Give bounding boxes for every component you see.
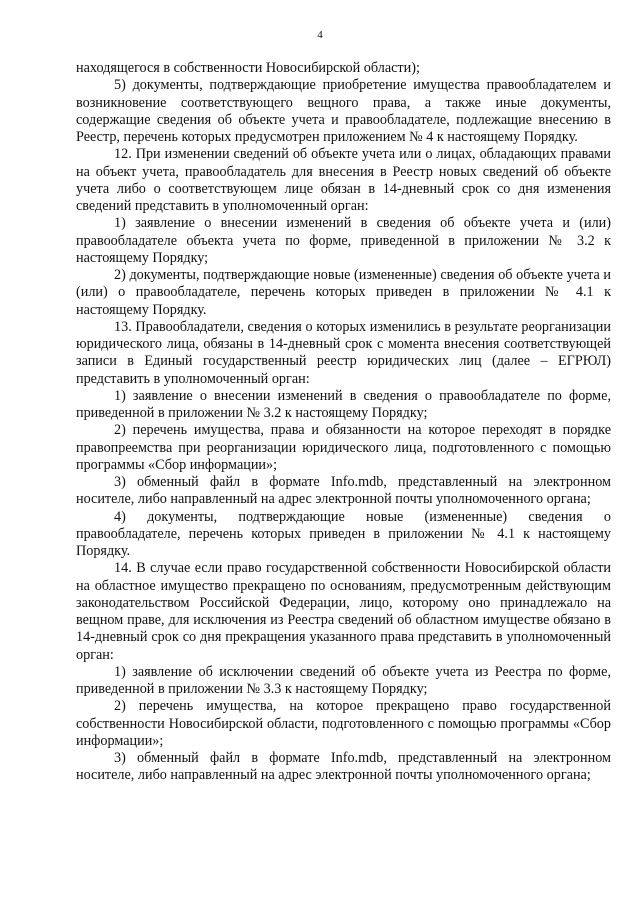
paragraph: 1) заявление о внесении изменений в сведения о правообладателе по форме, приведенной в приложении № 3.2 к настоящему Порядку; <box>76 387 611 421</box>
paragraph-continuation: находящегося в собственности Новосибирской области); <box>76 60 420 76</box>
paragraph: 14. В случае если право государственной собственности Новосибирской области на областное имущество прекращено по основаниям, предусмотренным действующим законодательством Российской Федерации, лицо, которому оно принадлежало на вещном праве, для исключения из Реестра сведений об областном имуществе обязано в 14-дневный срок со дня прекращения указанного права представить в уполномоченный орган: <box>76 560 611 663</box>
paragraph: 3) обменный файл в формате Info.mdb, представленный на электронном носителе, либо направленный на адрес электронной почты уполномоченного органа; <box>76 474 611 508</box>
paragraph: 5) документы, подтверждающие приобретение имущества правообладателем и возникновение соответствующего вещного права, а также иные документы, содержащие сведения об объекте учета и правообладателе, подлежащие внесению в Реестр, перечень которых предусмотрен приложением № 4 к настоящему Порядку. <box>76 77 611 145</box>
paragraph: 1) заявление о внесении изменений в сведения об объекте учета и (или) правообладателе объекта учета по форме, приведенной в приложении № 3.2 к настоящему Порядку; <box>76 215 611 266</box>
paragraph: 3) обменный файл в формате Info.mdb, представленный на электронном носителе, либо направленный на адрес электронной почты уполномоченного органа; <box>76 750 611 784</box>
document-body <box>76 60 611 785</box>
paragraph: 2) перечень имущества, на которое прекращено право государственной собственности Новосибирской области, подготовленного с помощью программы «Сбор информации»; <box>76 698 611 749</box>
paragraph: 4) документы, подтверждающие новые (измененные) сведения о правообладателе, перечень которых приведен в приложении № 4.1 к настоящему Порядку. <box>76 508 611 559</box>
paragraph: 12. При изменении сведений об объекте учета или о лицах, обладающих правами на объект учета, правообладатель для внесения в Реестр новых сведений об объекте учета либо о соответствующем лице обязан в 14-дневный срок со дня изменения сведений представить в уполномоченный орган: <box>76 146 611 214</box>
paragraph: 1) заявление об исключении сведений об объекте учета из Реестра по форме, приведенной в приложении № 3.3 к настоящему Порядку; <box>76 663 611 697</box>
paragraph: 13. Правообладатели, сведения о которых изменились в результате реорганизации юридического лица, обязаны в 14-дневный срок с момента внесения соответствующей записи в Единый государственный реестр юридических лиц (далее – ЕГРЮЛ) представить в уполномоченный орган: <box>76 318 611 387</box>
paragraph: 2) документы, подтверждающие новые (измененные) сведения об объекте учета и (или) о правообладателе, перечень которых приведен в приложении № 4.1 к настоящему Порядку. <box>76 267 611 318</box>
page-number: 4 <box>317 29 323 41</box>
paragraph: 2) перечень имущества, права и обязанности на которое переходят в порядке правопреемства при реорганизации юридического лица, подготовленного с помощью программы «Сбор информации»; <box>76 422 611 473</box>
